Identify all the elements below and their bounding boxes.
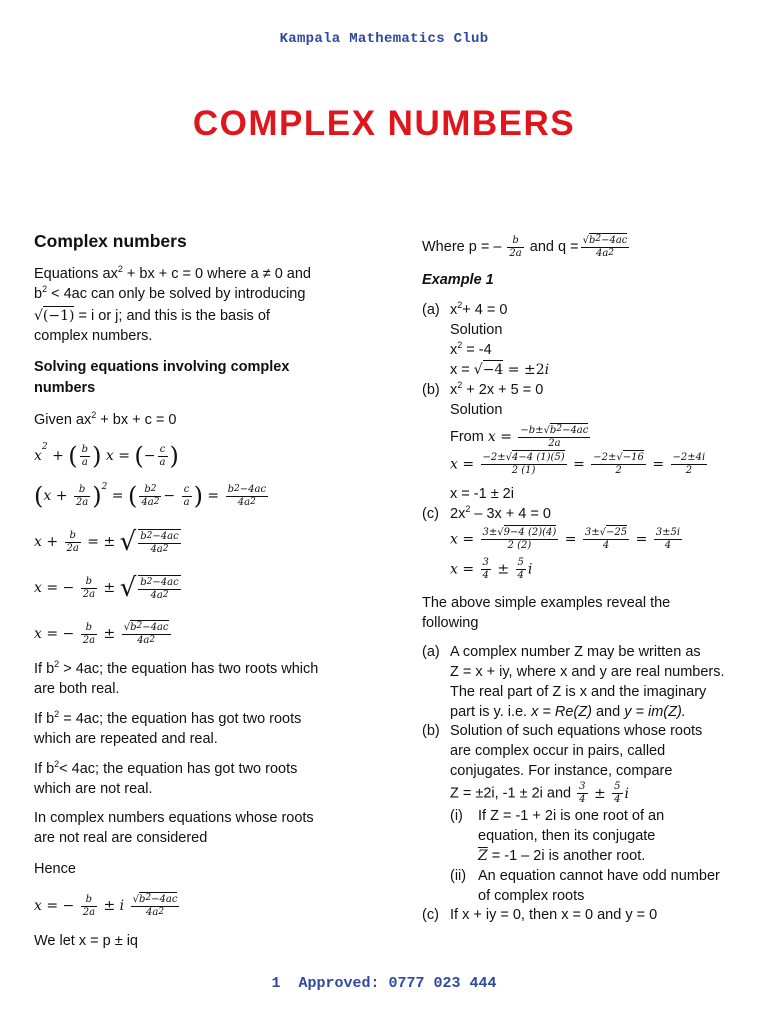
- page-title: COMPLEX NUMBERS: [192, 104, 576, 143]
- page-number: 1: [271, 975, 281, 992]
- point-b-ii: (ii) An equation cannot have odd number of complex roots: [450, 868, 720, 904]
- example-b-formula: From x = $\frac{-b\pm√b^2-4ac}{2a}$: [450, 424, 589, 449]
- point-a: (a) A complex number Z may be written as Z = x + iy, where x and y are real numbers. The real part of Z is x and the imaginary part is y. i.e. x = Re(Z) and y = im(Z).: [422, 644, 725, 720]
- equation-step-2: (x + $\frac{b}{2a}$ )$^2$ = ( $\frac{b^2}{4a^2}$ − $\frac{c}{a}$ ) = $\frac{b^2-4ac}{4a^2}$: [34, 482, 267, 510]
- case-not-real-roots: If $b^2< 4ac$; the equation has got two roots which are not real.: [34, 759, 298, 797]
- example-b-result: x = -1 ± 2i: [450, 486, 514, 502]
- point-c: (c) If x + iy = 0, then x = 0 and y = 0: [422, 907, 658, 923]
- hence-label: Hence: [34, 861, 76, 877]
- subheading: Solving equations involving complex numbers: [34, 359, 290, 396]
- where-pq: Where p = – $\frac{b}{2a}$ and q = $\frac{√b^2-4ac}{4a^2}$: [422, 234, 628, 259]
- intro-paragraph: Equations $ax^2$ + bx + c = 0 where a ≠ 0 and $b^2 < 4ac$ can only be solved by introducing √(−1) = i or j; and this is the basis of complex numbers.: [34, 264, 311, 344]
- equation-step-3: x + $\frac{b}{2a}$ = ± √ $\frac{b^2-4ac}{4a^2}$: [34, 527, 179, 557]
- complex-root-formula: x = − $\frac{b}{2a}$ ± i $\frac{√b^2-4ac}{4a^2}$: [34, 893, 178, 918]
- approval-text: Approved: 0777 023 444: [298, 975, 497, 992]
- example-b-working: x = $\frac{-2\pm√4-4 (1)(5)}{2 (1)}$ = $\frac{-2\pm√-16}{2}$ = $\frac{-2\pm 4i}{2}$: [450, 452, 706, 476]
- point-b-i: (i) If Z = -1 + 2i is one root of an equation, then its conjugate $\overline{Z} = -1 - 2i$ is another root.: [450, 808, 665, 864]
- example-c-working: x = $\frac{3\pm√9-4 (2)(4)}{2 (2)}$ = $\frac{3\pm√-25}{4}$ = $\frac{3\pm 5i}{4}$: [450, 527, 681, 551]
- given-equation: Given $ax^2$ + bx + c = 0: [34, 410, 177, 428]
- conjugate-examples: Z = ±2i, -1 ± 2i and $\frac{3}{4}$ ± $\frac{5}{4}$ i: [450, 781, 630, 805]
- example-heading: Example 1: [422, 272, 494, 288]
- club-header: Kampala Mathematics Club: [279, 31, 489, 47]
- page-footer: [0, 975, 768, 992]
- point-b: (b) Solution of such equations whose roots are complex occur in pairs, called conjugates. For instance, compare: [422, 723, 703, 779]
- case-repeated-roots: If $b^2 = 4ac$; the equation has got two roots which are repeated and real.: [34, 709, 302, 747]
- example-a: (a) $x^2+ 4 = 0$ Solution $x^2 = -4$ x = √−4 = ±2i: [422, 300, 550, 378]
- reveal-text: The above simple examples reveal the following: [422, 595, 671, 631]
- complex-note: In complex numbers equations whose roots are not real are considered: [34, 810, 314, 846]
- example-c: (c) $2x^2 - 3x + 4 = 0$: [422, 504, 551, 522]
- let-statement: We let x = p ± iq: [34, 933, 138, 949]
- section-heading: Complex numbers: [34, 231, 187, 251]
- equation-step-4: x = − $\frac{b}{2a}$ ± √ $\frac{b^2-4ac}{4a^2}$: [34, 573, 179, 603]
- example-c-result: x = $\frac{3}{4}$ ± $\frac{5}{4}$ i: [450, 557, 533, 581]
- equation-step-1: $x^2$ + ( $\frac{b}{a}$ ) x = (− $\frac{c}{a}$ ): [34, 442, 179, 470]
- example-b: (b) $x^2 + 2x + 5 = 0$ Solution: [422, 380, 544, 418]
- quadratic-formula: x = − $\frac{b}{2a}$ ± $\frac{√b^2-4ac}{4a^2}$: [34, 621, 169, 646]
- case-two-real-roots: If $b^2 > 4ac$; the equation has two roots which are both real.: [34, 659, 319, 697]
